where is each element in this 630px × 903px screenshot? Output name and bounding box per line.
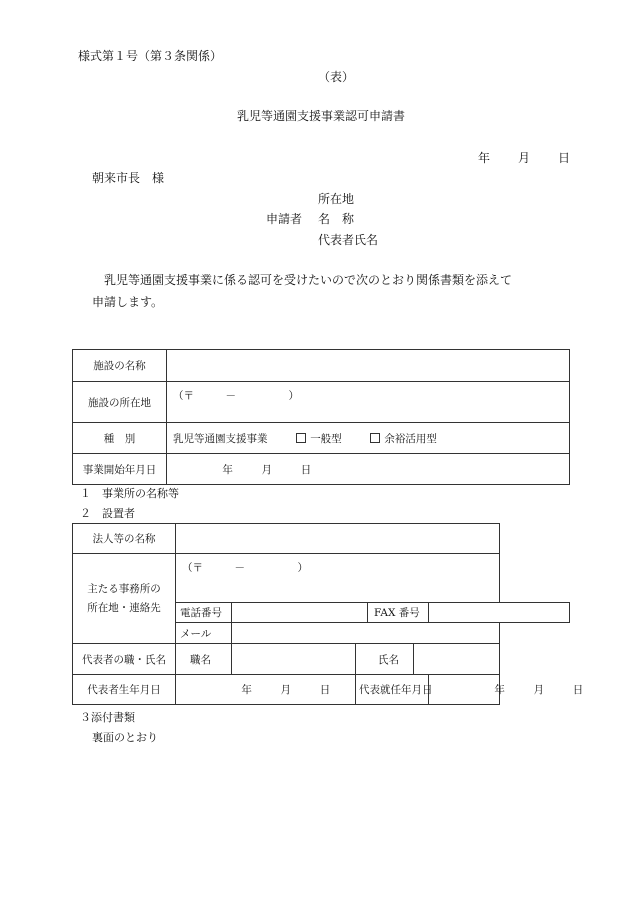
body-text-line2: 申請します。 [92, 295, 164, 309]
date-day: 日 [558, 151, 571, 165]
facility-table [72, 349, 570, 485]
appoint-year: 年 [494, 684, 505, 696]
appoint-month: 月 [533, 684, 545, 696]
date-month: 月 [518, 151, 531, 165]
attachments-note: 裏面のとおり [92, 731, 158, 744]
start-month: 月 [261, 463, 273, 476]
facility-address-label: 施設の所在地 [73, 382, 167, 423]
phone-cell[interactable] [232, 603, 368, 623]
mail-cell[interactable] [232, 623, 500, 644]
section1-heading: １ 事業所の名称等 [80, 487, 179, 500]
rep-name-cell[interactable] [414, 644, 500, 675]
facility-type-label: 種 別 [73, 423, 167, 454]
birth-date-label: 代表者生年月日 [73, 675, 176, 705]
founder-table [72, 523, 584, 705]
facility-name-label: 施設の名称 [73, 350, 167, 382]
office-label-line2: 所在地・連絡先 [87, 601, 161, 614]
office-postal: （〒 － ） [182, 562, 308, 574]
start-day: 日 [300, 463, 312, 476]
facility-type-cell [167, 423, 570, 454]
office-label-line1: 主たる事務所の [87, 582, 161, 595]
fax-cell[interactable] [429, 603, 570, 623]
facility-address-cell[interactable] [167, 382, 570, 423]
corp-name-cell[interactable] [176, 524, 500, 554]
applicant-rep-label: 代表者氏名 [318, 233, 379, 247]
birth-day: 日 [319, 684, 331, 696]
phone-label: 電話番号 [176, 603, 232, 623]
surplus-type-label: 余裕活用型 [384, 432, 437, 445]
start-date-cell[interactable] [167, 454, 570, 485]
general-type-checkbox[interactable] [296, 433, 306, 443]
appoint-date-label: 代表就任年月日 [356, 675, 429, 705]
position-cell[interactable] [232, 644, 356, 675]
date-year: 年 [478, 151, 491, 165]
section3-heading: ３添付書類 [80, 711, 135, 724]
birth-date-cell[interactable] [176, 675, 356, 705]
facility-postal: （〒 － ） [173, 390, 299, 402]
addressee: 朝来市長 様 [92, 171, 165, 185]
fax-label: FAX 番号 [368, 603, 429, 623]
facility-name-cell[interactable] [167, 350, 570, 382]
start-date-label: 事業開始年月日 [73, 454, 167, 485]
document-title: 乳児等通園支援事業認可申請書 [237, 109, 406, 123]
applicant-address-label: 所在地 [318, 192, 355, 206]
position-label: 職名 [176, 644, 232, 675]
body-text-line1: 乳児等通園支援事業に係る認可を受けたいので次のとおり関係書類を添えて [104, 273, 513, 287]
appoint-day: 日 [572, 684, 584, 696]
form-number: 様式第１号（第３条関係） [78, 49, 223, 63]
applicant-label: 申請者 [266, 212, 303, 226]
page-side-label: （表） [318, 70, 355, 84]
rep-name-label: 氏名 [356, 644, 414, 675]
appoint-date-cell[interactable] [429, 675, 584, 705]
mail-label: メール [176, 623, 232, 644]
start-year: 年 [222, 463, 233, 476]
birth-year: 年 [241, 684, 252, 696]
applicant-name-label: 名 称 [318, 212, 355, 226]
birth-month: 月 [280, 684, 292, 696]
general-type-label: 一般型 [310, 432, 342, 445]
corp-name-label: 法人等の名称 [73, 524, 176, 554]
office-label [73, 554, 176, 644]
facility-type-value: 乳児等通園支援事業 [173, 432, 268, 445]
surplus-type-checkbox[interactable] [370, 433, 380, 443]
rep-title-label: 代表者の職・氏名 [73, 644, 176, 675]
office-address-cell[interactable] [176, 554, 500, 603]
section2-heading: ２ 設置者 [80, 507, 135, 520]
